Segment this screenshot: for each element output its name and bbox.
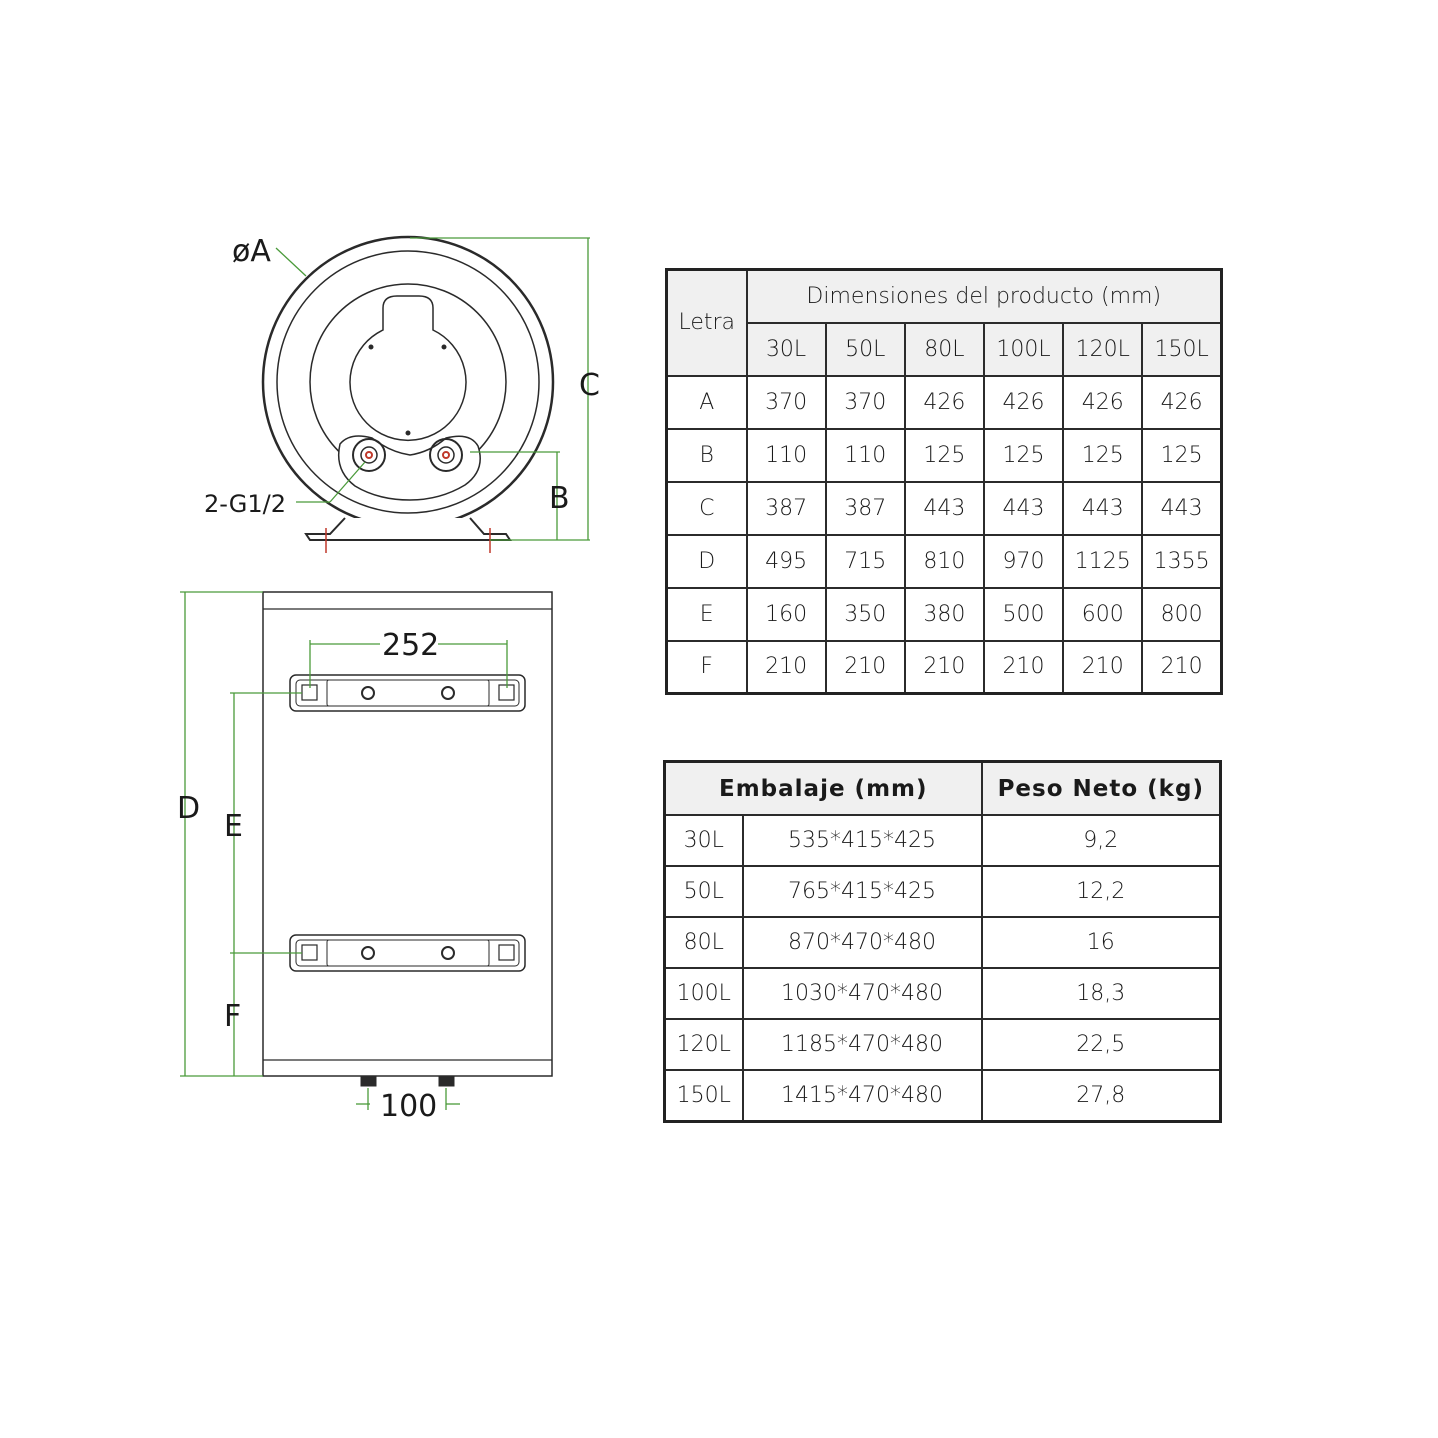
- table-cell: 600: [1063, 588, 1142, 641]
- label-c: C: [579, 368, 600, 403]
- table-cell: 443: [905, 482, 984, 535]
- letter-header: Letra: [667, 270, 747, 376]
- weight-cell: 16: [982, 917, 1221, 968]
- table-cell: 210: [747, 641, 826, 694]
- table-cell: 1125: [1063, 535, 1142, 588]
- label-b: B: [549, 481, 570, 516]
- table-cell: 160: [747, 588, 826, 641]
- packaging-cell: 1030*470*480: [743, 968, 982, 1019]
- column-header: 120L: [1063, 323, 1142, 376]
- model-cell: 30L: [665, 815, 743, 866]
- table-row: [667, 535, 1222, 588]
- row-letter: C: [667, 482, 747, 535]
- column-header: 150L: [1142, 323, 1221, 376]
- table-row: [665, 1070, 1221, 1121]
- table-cell: 426: [1063, 376, 1142, 429]
- model-cell: 80L: [665, 917, 743, 968]
- weight-cell: 27,8: [982, 1070, 1221, 1121]
- packaging-cell: 1415*470*480: [743, 1070, 982, 1121]
- packaging-table: [663, 760, 1222, 1123]
- packaging-cell: 870*470*480: [743, 917, 982, 968]
- table-row: [667, 429, 1222, 482]
- row-letter: D: [667, 535, 747, 588]
- label-252: 252: [382, 628, 440, 663]
- table-cell: 125: [1142, 429, 1221, 482]
- table-row: [667, 588, 1222, 641]
- table-cell: 443: [984, 482, 1063, 535]
- tank-body: [263, 592, 552, 1076]
- table-cell: 370: [826, 376, 905, 429]
- table-cell: 380: [905, 588, 984, 641]
- weight-cell: 22,5: [982, 1019, 1221, 1070]
- table-cell: 387: [747, 482, 826, 535]
- inlet-connector: [361, 1076, 376, 1086]
- table-cell: 110: [826, 429, 905, 482]
- table-cell: 800: [1142, 588, 1221, 641]
- column-header: 80L: [905, 323, 984, 376]
- table-cell: 443: [1063, 482, 1142, 535]
- mounting-foot: [306, 518, 510, 540]
- dimensions-header: Dimensiones del producto (mm): [747, 270, 1222, 323]
- table-row: [667, 376, 1222, 429]
- table-row: [665, 917, 1221, 968]
- row-letter: A: [667, 376, 747, 429]
- dimensions-table: [665, 268, 1223, 695]
- flange-cover: [350, 296, 466, 440]
- table-cell: 210: [905, 641, 984, 694]
- label-f: F: [224, 999, 242, 1034]
- table-cell: 350: [826, 588, 905, 641]
- table-cell: 715: [826, 535, 905, 588]
- table-cell: 210: [1063, 641, 1142, 694]
- row-letter: F: [667, 641, 747, 694]
- table-cell: 370: [747, 376, 826, 429]
- table-cell: 1355: [1142, 535, 1221, 588]
- weight-cell: 18,3: [982, 968, 1221, 1019]
- side-view: [263, 592, 552, 1086]
- weight-header: Peso Neto (kg): [982, 762, 1221, 816]
- screw-dot: [369, 345, 373, 349]
- label-e: E: [224, 809, 243, 844]
- table-row: [667, 482, 1222, 535]
- table-cell: 970: [984, 535, 1063, 588]
- screw-dot: [406, 431, 410, 435]
- table-cell: 443: [1142, 482, 1221, 535]
- row-letter: B: [667, 429, 747, 482]
- table-row: [667, 641, 1222, 694]
- table-cell: 210: [1142, 641, 1221, 694]
- model-cell: 120L: [665, 1019, 743, 1070]
- front-view: [263, 237, 553, 553]
- table-cell: 426: [984, 376, 1063, 429]
- packaging-cell: 765*415*425: [743, 866, 982, 917]
- table-cell: 210: [984, 641, 1063, 694]
- column-header: 100L: [984, 323, 1063, 376]
- packaging-header: Embalaje (mm): [665, 762, 982, 816]
- column-header: 50L: [826, 323, 905, 376]
- table-row: [665, 1019, 1221, 1070]
- table-cell: 125: [1063, 429, 1142, 482]
- model-cell: 100L: [665, 968, 743, 1019]
- table-row: [665, 866, 1221, 917]
- screw-dot: [442, 345, 446, 349]
- table-cell: 210: [826, 641, 905, 694]
- outlet-connector: [439, 1076, 454, 1086]
- model-cell: 150L: [665, 1070, 743, 1121]
- table-row: [665, 815, 1221, 866]
- model-cell: 50L: [665, 866, 743, 917]
- weight-cell: 12,2: [982, 866, 1221, 917]
- table-cell: 125: [984, 429, 1063, 482]
- table-cell: 110: [747, 429, 826, 482]
- column-header: 30L: [747, 323, 826, 376]
- label-100: 100: [380, 1089, 438, 1124]
- table-cell: 125: [905, 429, 984, 482]
- table-cell: 495: [747, 535, 826, 588]
- table-cell: 426: [905, 376, 984, 429]
- label-pipes: 2-G1/2: [204, 490, 287, 518]
- label-d: D: [177, 791, 201, 826]
- weight-cell: 9,2: [982, 815, 1221, 866]
- table-cell: 387: [826, 482, 905, 535]
- table-cell: 426: [1142, 376, 1221, 429]
- table-cell: 500: [984, 588, 1063, 641]
- row-letter: E: [667, 588, 747, 641]
- label-diameter: øA: [232, 234, 271, 269]
- packaging-cell: 1185*470*480: [743, 1019, 982, 1070]
- packaging-cell: 535*415*425: [743, 815, 982, 866]
- table-cell: 810: [905, 535, 984, 588]
- table-row: [665, 968, 1221, 1019]
